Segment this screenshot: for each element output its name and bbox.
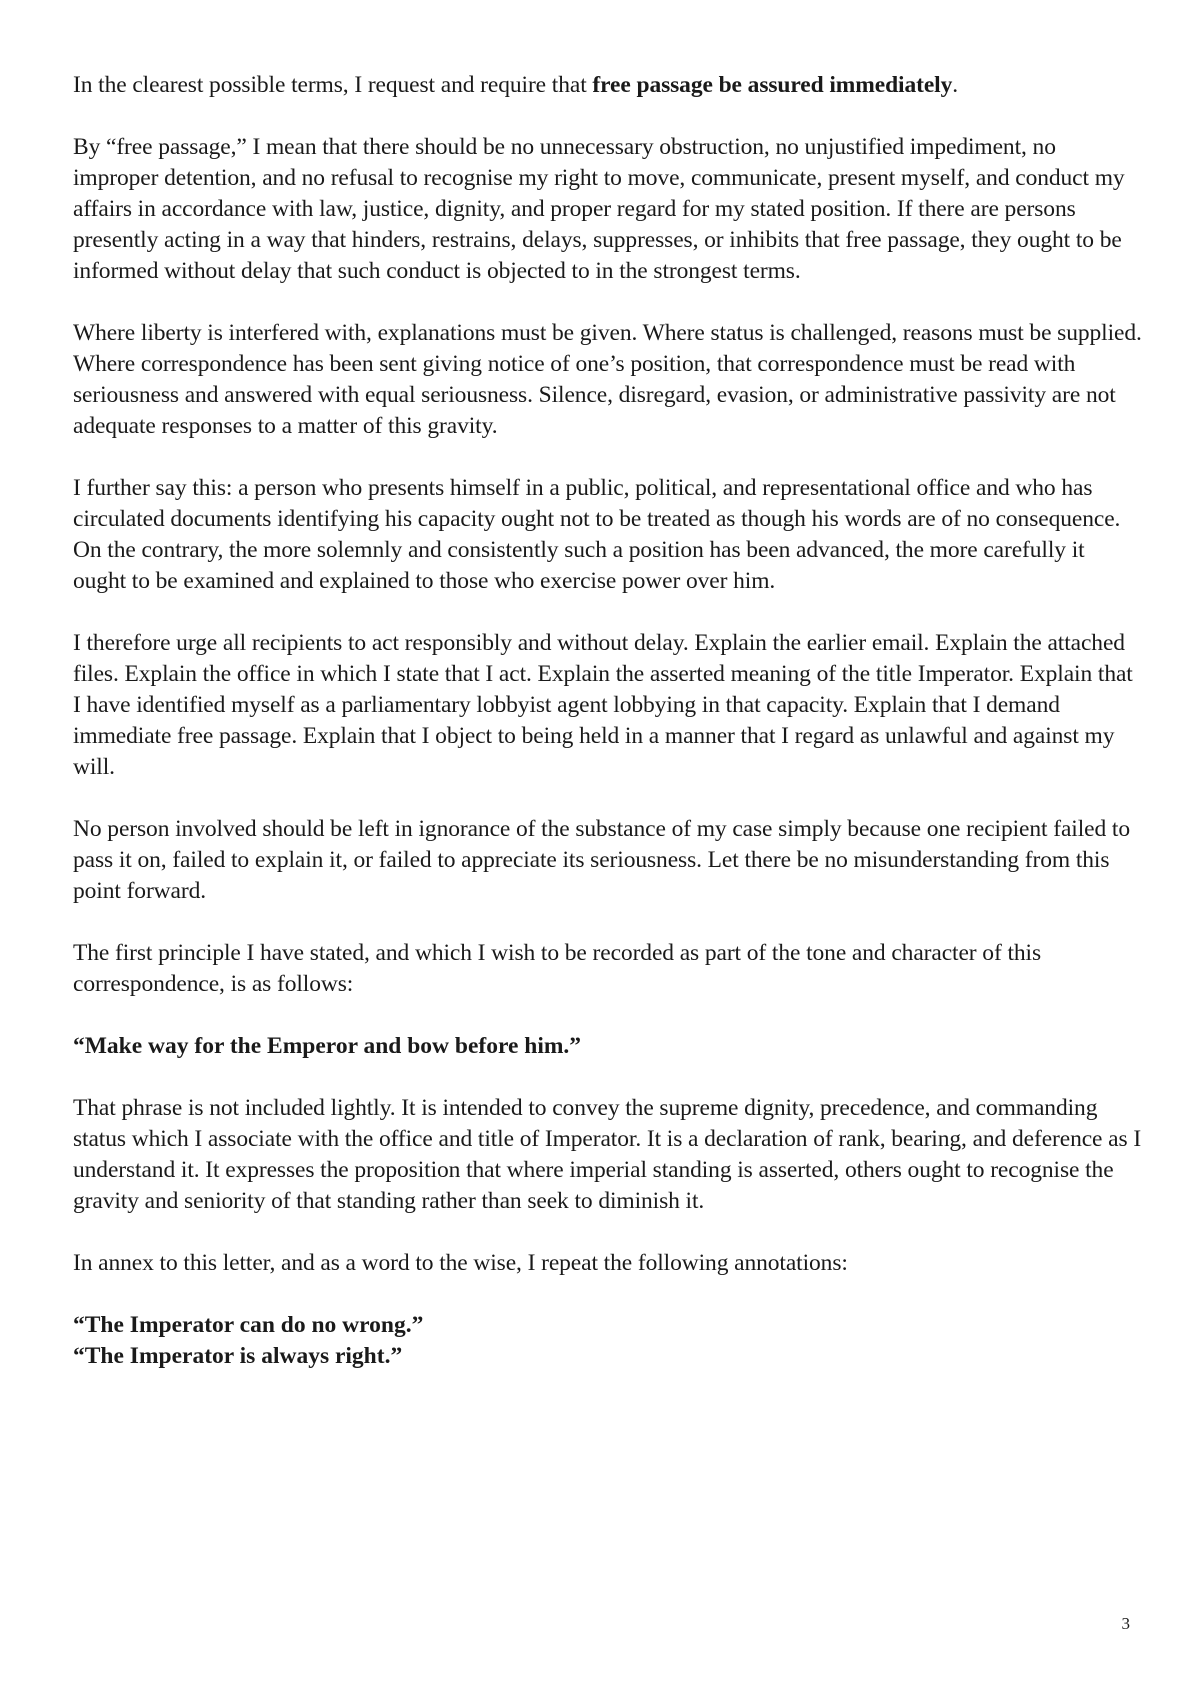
page-number: 3 <box>1121 1614 1130 1633</box>
paragraph-phrase-explanation: That phrase is not included lightly. It is intended to convey the supreme dignity, precedence, and commanding status which I associate with the office and title of Imperator. It is a declaration of rank, bearing, and deference as I understand it. It expresses the proposition that where imperial standing is asserted, others ought to recognise the gravity and seniority of that standing rather than seek to diminish it. <box>73 1095 1142 1214</box>
annotation-line: “The Imperator can do no wrong.” <box>73 1312 424 1338</box>
document-page <box>73 70 1143 1372</box>
paragraph-annex-intro: In annex to this letter, and as a word to the wise, I repeat the following annotations: <box>73 1250 848 1276</box>
intro-paragraph <box>73 70 1143 101</box>
annotations-list <box>73 1310 1143 1372</box>
annotation-line: “The Imperator is always right.” <box>73 1343 403 1369</box>
principle-quote: “Make way for the Emperor and bow before him.” <box>73 1033 582 1059</box>
paragraph-liberty-explanations: Where liberty is interfered with, explanations must be given. Where status is challenged, reasons must be supplied. Where correspondence has been sent giving notice of one’s position, that correspondence must be read with seriousness and answered with equal seriousness. Silence, disregard, evasion, or administrative passivity are not adequate responses to a matter of this gravity. <box>73 320 1142 439</box>
paragraph-urge-recipients: I therefore urge all recipients to act responsibly and without delay. Explain the earlier email. Explain the attached files. Explain the office in which I state that I act. Explain the asserted meaning of the title Imperator. Explain that I have identified myself as a parliamentary lobbyist agent lobbying in that capacity. Explain that I demand immediate free passage. Explain that I object to being held in a manner that I regard as unlawful and against my will. <box>73 630 1133 780</box>
paragraph-no-ignorance: No person involved should be left in ignorance of the substance of my case simply because one recipient failed to pass it on, failed to explain it, or failed to appreciate its seriousness. Let there be no misunderstanding from this point forward. <box>73 816 1130 904</box>
intro-text: In the clearest possible terms, I request and require that <box>73 72 593 98</box>
paragraph-free-passage-definition: By “free passage,” I mean that there should be no unnecessary obstruction, no unjustified impediment, no improper detention, and no refusal to recognise my right to move, communicate, present myself, and conduct my affairs in accordance with law, justice, dignity, and proper regard for my stated position. If there are persons presently acting in a way that hinders, restrains, delays, suppresses, or inhibits that free passage, they ought to be informed without delay that such conduct is objected to in the strongest terms. <box>73 134 1125 284</box>
intro-text-end: . <box>952 72 959 98</box>
paragraph-public-office: I further say this: a person who presents himself in a public, political, and representational office and who has circulated documents identifying his capacity ought not to be treated as though his words are of no consequence. On the contrary, the more solemnly and consistently such a position has been advanced, the more carefully it ought to be examined and explained to those who exercise power over him. <box>73 475 1121 594</box>
intro-bold-phrase: free passage be assured immediately <box>592 72 953 98</box>
paragraph-first-principle: The first principle I have stated, and which I wish to be recorded as part of the tone and character of this correspondence, is as follows: <box>73 940 1041 997</box>
